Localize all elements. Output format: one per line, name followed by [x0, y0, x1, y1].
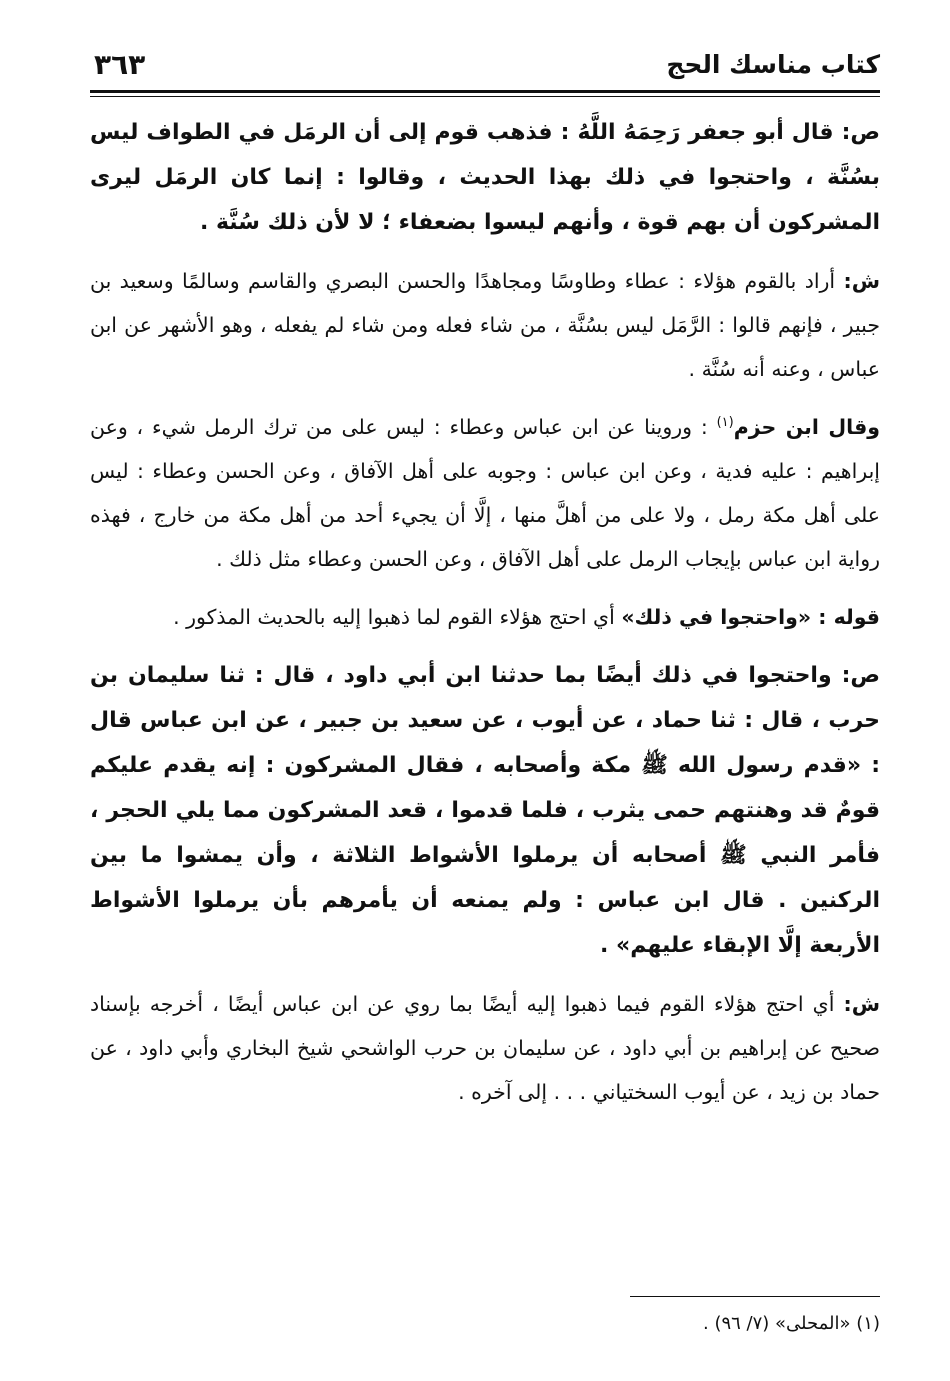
paragraph-lead: ص:: [841, 663, 880, 688]
sharh-paragraph: [90, 982, 880, 1114]
paragraph-lead: ش:: [843, 992, 880, 1016]
sharh-paragraph: [90, 595, 880, 639]
paragraph-text: واحتجوا في ذلك أيضًا بما حدثنا ابن أبي داود ، قال : ثنا سليمان بن حرب ، قال : ثنا حماد ، عن أيوب ، عن سعيد بن جبير ، عن ابن عباس قال : «قدم رسول الله ﷺ مكة وأصحابه ، فقال المشركون : إنه يقدم عليكم قومٌ قد وهنتهم حمى يثرب ، فلما قدموا ، قعد المشركون مما يلي الحجر ، فأمر النبي ﷺ أصحابه أن يرملوا الأشواط الثلاثة ، وأن يمشوا ما بين الركنين . قال ابن عباس : ولم يمنعه أن يأمرهم بأن يرملوا الأشواط الأربعة إلَّا الإبقاء عليهم» .: [90, 663, 880, 958]
header-rule-thin: [90, 96, 880, 97]
book-title: كتاب مناسك الحج: [666, 50, 880, 79]
paragraph-text: أراد بالقوم هؤلاء : عطاء وطاوسًا ومجاهدًا والحسن البصري والقاسم وسالمًا وسعيد بن جبير ، فإنهم قالوا : الرَّمَل ليس بسُنَّة ، من شاء فعله ومن شاء لم يفعله ، وهو الأشهر عن ابن عباس ، وعنه أنه سُنَّة .: [90, 269, 880, 381]
paragraph-text: : وروينا عن ابن عباس وعطاء : ليس على من ترك الرمل شيء ، وعن إبراهيم : عليه فدية ، وعن ابن عباس : وجوبه على أهل الآفاق ، وعن الحسن وعطاء : ليس على أهل مكة رمل ، ولا على من أهلَّ منها ، إلَّا أن يجيء أحد من أهل مكة من خارج ، فهذه رواية ابن عباس بإيجاب الرمل على أهل الآفاق ، وعن الحسن وعطاء مثل ذلك .: [90, 415, 880, 571]
page-body: [90, 110, 880, 1128]
paragraph-text: أي احتج هؤلاء القوم فيما ذهبوا إليه أيضًا بما روي عن ابن عباس أيضًا ، أخرجه بإسناد صحيح عن إبراهيم بن أبي داود ، عن سليمان بن حرب الواشحي شيخ البخاري وأبي داود ، عن حماد بن زيد ، عن أيوب السختياني . . . إلى آخره .: [90, 992, 880, 1104]
matn-paragraph: [90, 110, 880, 245]
paragraph-lead: ص:: [841, 120, 880, 145]
paragraph-lead: ش:: [843, 269, 880, 293]
paragraph-lead: وقال ابن حزم: [733, 415, 881, 439]
header-rule-thick: [90, 90, 880, 93]
paragraph-lead: قوله : «واحتجوا في ذلك»: [621, 605, 880, 629]
matn-paragraph: [90, 653, 880, 968]
sharh-paragraph: [90, 259, 880, 391]
footnote: (١) «المحلى» (٧/ ٩٦) .: [703, 1313, 880, 1334]
footnote-marker[interactable]: (١): [716, 415, 734, 431]
sharh-paragraph: [90, 405, 880, 581]
page-header: [90, 40, 880, 95]
paragraph-text: أي احتج هؤلاء القوم لما ذهبوا إليه بالحديث المذكور .: [173, 605, 622, 629]
page-number: ٣٦٣: [94, 48, 146, 81]
paragraph-text: قال أبو جعفر رَحِمَهُ اللَّهُ : فذهب قوم إلى أن الرمَل في الطواف ليس بسُنَّة ، واحتجوا في ذلك بهذا الحديث ، وقالوا : إنما كان الرمَل ليرى المشركون أن بهم قوة ، وأنهم ليسوا بضعفاء ؛ لا لأن ذلك سُنَّة .: [90, 120, 880, 235]
footnote-separator: [630, 1296, 880, 1297]
book-page: [90, 40, 880, 1360]
